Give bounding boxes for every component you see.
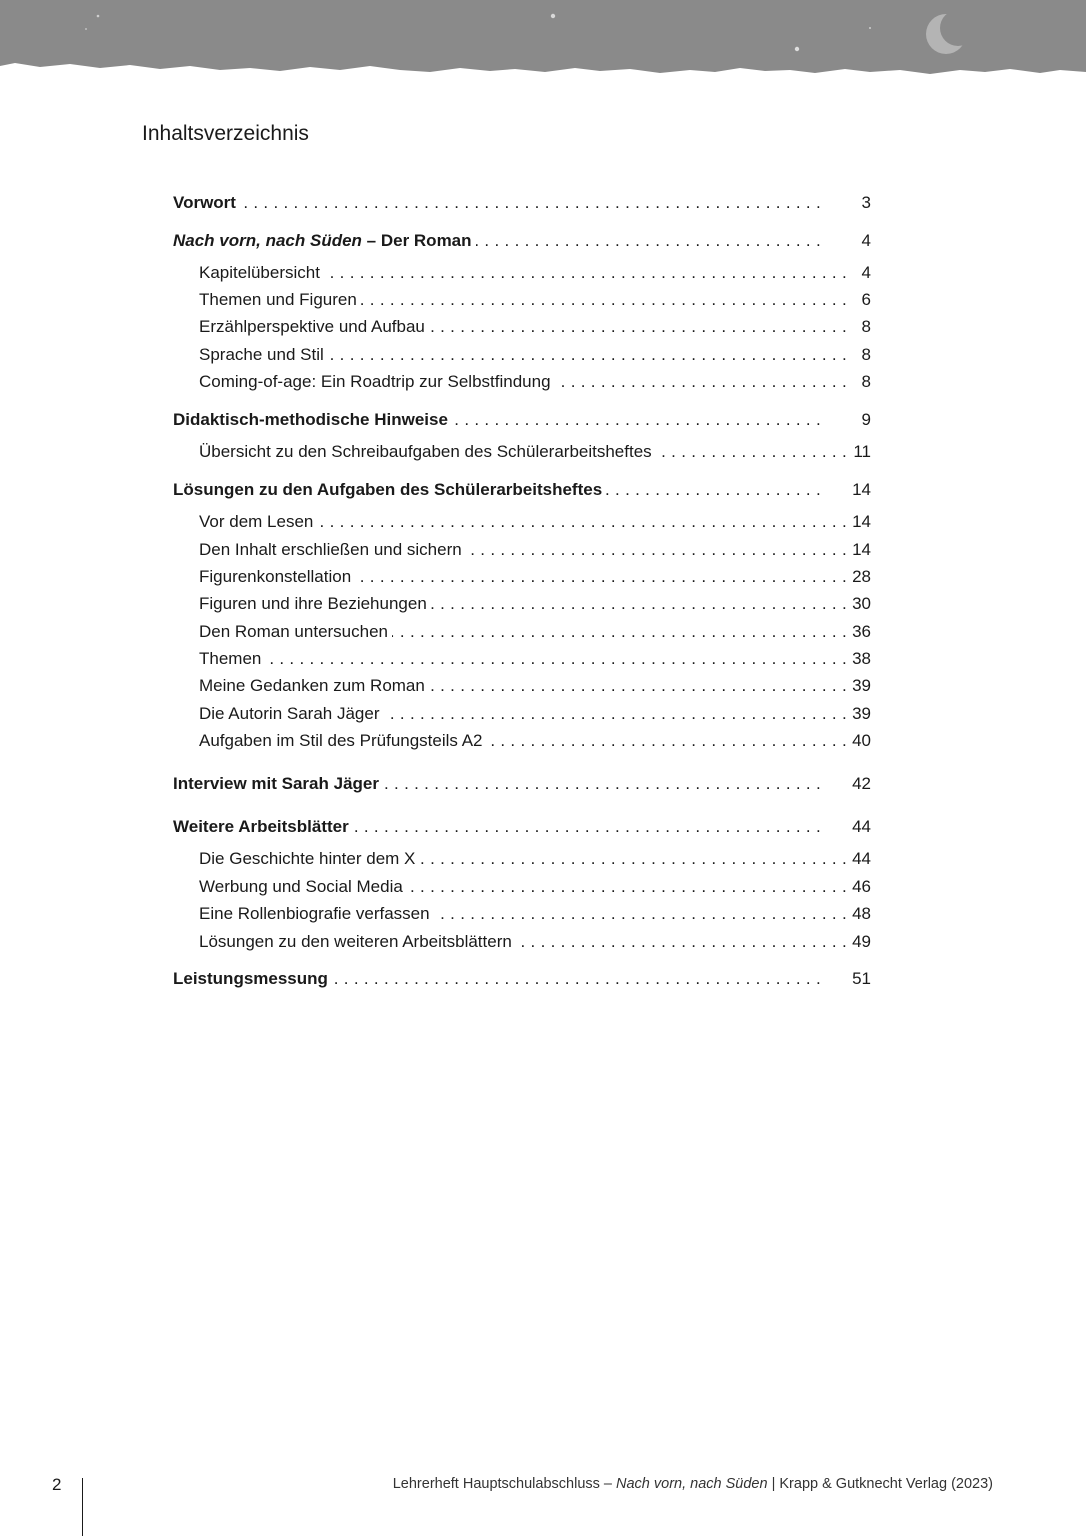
toc-entry-text: Interview mit Sarah Jäger [173,774,379,793]
toc-entry-page: 4 [861,263,871,282]
toc-entry-text: Erzählperspektive und Aufbau [199,317,425,336]
toc-subsection [173,592,871,616]
toc-subsection [173,538,871,562]
toc-entry-label [199,622,392,641]
toc-entry-page: 14 [852,512,871,531]
toc-entry-text: Die Geschichte hinter dem X [199,849,416,868]
toc-subsection [173,902,871,926]
toc-entry-title [173,261,851,285]
toc-entry-label [199,290,361,309]
toc-section [173,772,871,796]
toc-entry-label [199,540,466,559]
toc-entry-text: – Der Roman [361,231,472,250]
toc-entry-label [199,372,555,391]
toc-entry-label [199,877,407,896]
toc-entry-label [173,480,606,499]
toc-subsection [173,440,871,464]
toc-entry-label [199,849,419,868]
toc-entry-page: 6 [861,290,871,309]
footer-divider [82,1478,83,1536]
toc-entry-title [173,408,825,432]
toc-entry-text: Themen und Figuren [199,290,357,309]
toc-entry-title [173,343,851,367]
toc-entry-page: 48 [852,904,871,923]
toc-entry-title [173,674,851,698]
toc-section [173,967,871,991]
toc-section [173,191,871,215]
toc-entry-text: Kapitelübersicht [199,263,320,282]
torn-paper-header [0,0,1086,80]
toc-entry-label [199,317,429,336]
toc-subsection [173,930,871,954]
toc-entry-label [199,704,384,723]
toc-entry-page: 28 [852,567,871,586]
toc-entry-label [199,442,656,461]
toc-entry-page: 4 [861,231,871,250]
toc-entry-title [173,772,825,796]
toc-section [173,815,871,839]
toc-entry-label [199,512,317,531]
toc-entry-text: Den Inhalt erschließen und sichern [199,540,462,559]
toc-entry-title [173,288,851,312]
toc-entry-page: 36 [852,622,871,641]
page-title: Inhaltsverzeichnis [142,122,309,145]
toc-entry-label [173,410,452,429]
toc-entry-page: 39 [852,676,871,695]
toc-entry-title [173,847,851,871]
toc-entry-page: 8 [861,317,871,336]
toc-subsection [173,261,871,285]
toc-entry-label [173,969,332,988]
toc-entry-text: Übersicht zu den Schreibaufgaben des Schülerarbeitsheftes [199,442,652,461]
toc-section [173,229,871,253]
toc-entry-page: 9 [861,410,871,429]
toc-entry-page: 8 [861,372,871,391]
footer-text-title: Nach vorn, nach Süden [616,1476,768,1492]
toc-entry-label [199,904,434,923]
toc-entry-page: 49 [852,932,871,951]
toc-entry-title [173,315,851,339]
toc-entry-page: 38 [852,649,871,668]
toc-subsection [173,702,871,726]
toc-entry-italic-title: Nach vorn, nach Süden [173,231,362,250]
toc-entry-title [173,729,851,753]
toc-subsection [173,847,871,871]
toc-subsection [173,343,871,367]
footer-text-suffix: | Krapp & Gutknecht Verlag (2023) [767,1476,993,1492]
toc-entry-text: Weitere Arbeitsblätter [173,817,349,836]
toc-entry-text: Lösungen zu den weiteren Arbeitsblättern [199,932,512,951]
toc-entry-text: Leistungsmessung [173,969,328,988]
toc-entry-label [173,817,353,836]
toc-entry-title [173,930,851,954]
toc-subsection [173,315,871,339]
toc-entry-title [173,191,825,215]
toc-entry-title [173,702,851,726]
toc-entry-page: 11 [853,442,871,461]
toc-entry-title [173,370,851,394]
toc-entry-label [199,567,355,586]
toc-entry-text: Themen [199,649,262,668]
toc-entry-text: Vorwort [173,193,236,212]
toc-entry-title [173,875,851,899]
toc-entry-page: 14 [852,480,871,499]
toc-entry-title [173,620,851,644]
toc-entry-label [199,932,516,951]
toc-entry-title [173,538,851,562]
toc-subsection [173,620,871,644]
toc-entry-page: 44 [852,849,871,868]
toc-entry-text: Eine Rollenbiografie verfassen [199,904,430,923]
toc-subsection [173,370,871,394]
toc-entry-label [199,676,429,695]
toc-entry-page: 30 [852,594,871,613]
toc-entry-label [199,649,265,668]
toc-entry-title [173,510,851,534]
toc-entry-text: Meine Gedanken zum Roman [199,676,425,695]
toc-entry-title [173,478,825,502]
toc-entry-text: Die Autorin Sarah Jäger [199,704,380,723]
footer-page-number: 2 [52,1475,62,1494]
toc-entry-text: Sprache und Stil [199,345,324,364]
toc-entry-text: Coming-of-age: Ein Roadtrip zur Selbstfindung [199,372,551,391]
toc-entry-text: Werbung und Social Media [199,877,403,896]
toc-entry-page: 14 [852,540,871,559]
toc-entry-page: 39 [852,704,871,723]
toc-entry-page: 40 [852,731,871,750]
toc-entry-label [173,774,383,793]
toc-entry-page: 51 [852,969,871,988]
toc-entry-label [173,193,240,212]
toc-entry-label [199,731,487,750]
toc-entry-page: 44 [852,817,871,836]
toc-entry-text: Lösungen zu den Aufgaben des Schülerarbeitsheftes [173,480,603,499]
header-band [0,0,1086,80]
toc-entry-title [173,229,825,253]
toc-subsection [173,729,871,753]
toc-entry-title [173,967,825,991]
toc-subsection [173,510,871,534]
toc-entry-title [173,902,851,926]
toc-entry-text: Didaktisch-methodische Hinweise [173,410,448,429]
toc-entry-title [173,647,851,671]
footer-text-prefix: Lehrerheft Hauptschulabschluss – [392,1476,617,1492]
toc-subsection [173,565,871,589]
toc-entry-title [173,440,851,464]
toc-entry-label [199,345,328,364]
toc-entry-text: Figuren und ihre Beziehungen [199,594,427,613]
toc-entry-label [199,263,324,282]
toc-entry-page: 42 [852,774,871,793]
toc-entry-page: 3 [861,193,871,212]
toc-subsection [173,875,871,899]
toc-subsection [173,647,871,671]
toc-section [173,478,871,502]
toc-entry-text: Aufgaben im Stil des Prüfungsteils A2 [199,731,483,750]
toc-subsection [173,288,871,312]
toc-entry-title [173,592,851,616]
toc-subsection [173,674,871,698]
toc-entry-text: Vor dem Lesen [199,512,314,531]
toc-entry-text: Figurenkonstellation [199,567,352,586]
toc-entry-page: 8 [861,345,871,364]
toc-entry-label [173,231,476,250]
toc-section [173,408,871,432]
toc-entry-page: 46 [852,877,871,896]
footer-citation [393,1476,993,1492]
toc-entry-text: Den Roman untersuchen [199,622,389,641]
toc-entry-title [173,815,825,839]
toc-entry-title [173,565,851,589]
toc-entry-label [199,594,431,613]
